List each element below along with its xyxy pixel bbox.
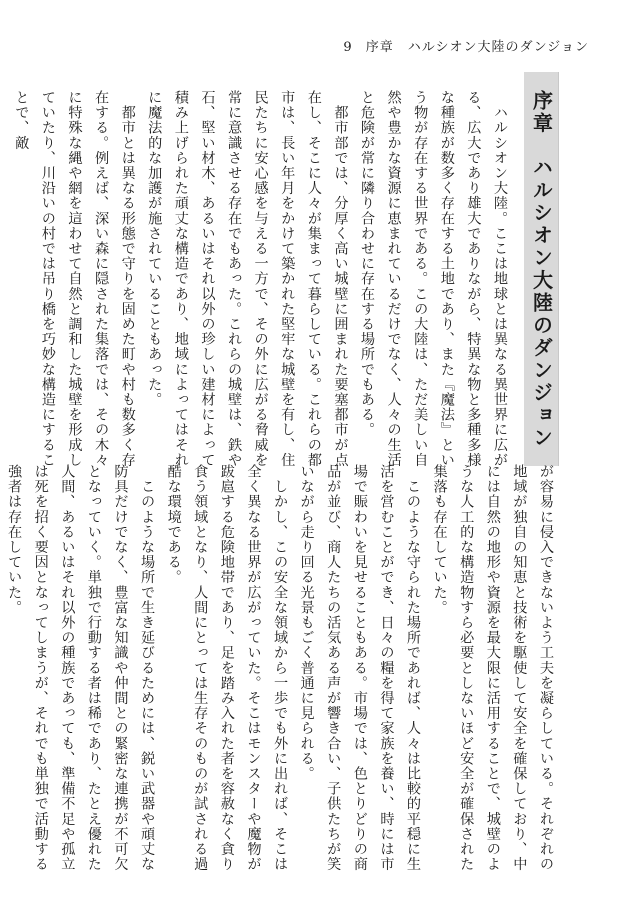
running-header-title: 序章 ハルシオン大陸のダンジョン — [365, 40, 589, 55]
paragraph: 都市部では、分厚く高い城壁に囲まれた要塞都市が点在し、そこに人々が集まって暮らしている。これらの都市は、長い年月をかけて築かれた堅牢な城壁を有し、住民たちに安心感を与える一方で、その外に広がる脅威を常に意識させる存在でもあった。これらの城壁は、鉄や石、堅い材木、あるいはそれ以外の珍しい建材によって積み上げられた頑丈な構造であり、地域によってはそれに魔法的な加護が施されていることもあった。 — [146, 90, 349, 468]
paragraph: 都市とは異なる形態で守りを固めた町や村も数多く存在する。例えば、深い森に隠された集落では、その木々に特殊な縄や網を這わせて自然と調和した城壁を形成していたり、川沿いの村では吊り橋を巧妙な構造にすることで、敵 — [13, 90, 136, 468]
upper-text-block — [8, 90, 513, 468]
paragraph: このような場所で生き延びるためには、鋭い武器や頑丈な防具だけでなく、豊富な知識や仲間との緊密な連携が不可欠となっていく。単独で行動する者は稀であり、たとえ優れた人間、あるいはそれ以外の種族であっても、準備不足や孤立は死を招く要因となってしまうが、それでも単独で活動する強者は存在していた。 — [6, 464, 156, 872]
paragraph: このような守られた場所であれば、人々は比較的平穏に生活を営むことができ、日々の糧を得て家族を養い、時には市場で賑わいを見せることもある。市場では、色とりどりの商品が並び、商人たちの活気ある声が響き合い、子供たちが笑いながら走り回る光景もごく普通に見られる。 — [298, 464, 422, 872]
paragraph: ハルシオン大陸。ここは地球とは異なる異世界に広がる、広大であり雄大でありながら、特異な物と多種多様な種族が数多く存在する土地であり、また『魔法』という物が存在する世界である。この大陸は、ただ美しい自然や豊かな資源に恵まれているだけでなく、人々の生活と危険が常に隣り合わせに存在する場所でもある。 — [359, 90, 508, 468]
page-number: 9 — [343, 40, 352, 55]
paragraph: が容易に侵入できないよう工夫を凝らしている。それぞれの地域が独自の知恵と技術を駆使して安全を確保しており、中には自然の地形や資源を最大限に活用することで、城壁のような人工的な構造物すら必要としないほど安全が確保された集落も存在していた。 — [431, 464, 554, 872]
chapter-label: 序章 — [529, 90, 554, 135]
chapter-name: ハルシオン大陸のダンジョン — [529, 157, 554, 450]
chapter-title — [525, 90, 559, 450]
running-header — [343, 36, 589, 55]
paragraph: しかし、この安全な領域から一歩でも外に出れば、そこは全く異なる世界が広がっていた。そこはモンスターや魔物が跋扈する危険地帯であり、足を踏み入れた者を容赦なく貪り食う領域となり、人間にとっては生存そのものが試される過酷な環境である。 — [165, 464, 289, 872]
lower-text-block — [1, 464, 559, 880]
